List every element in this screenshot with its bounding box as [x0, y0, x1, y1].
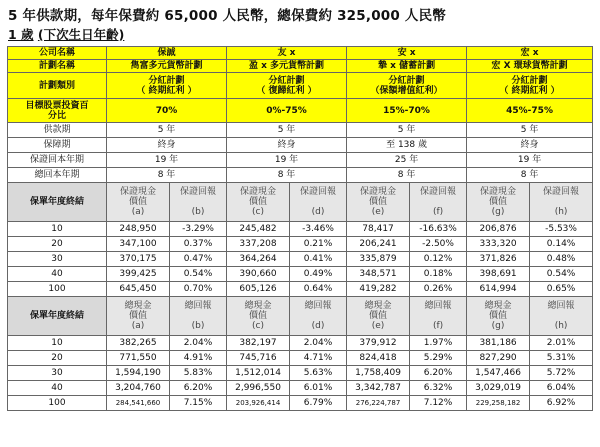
header-line1: 保證回報 — [180, 187, 217, 197]
total-row — [8, 381, 593, 396]
total-cash-value: 203,926,414 — [227, 396, 290, 411]
guaranteed-cash-value: 337,208 — [227, 237, 290, 252]
header-line1: 保證現金 — [119, 187, 156, 197]
column-letter: (f) — [432, 207, 444, 217]
info-value: 至 138 歲 — [347, 138, 467, 153]
total-cash-value: 382,265 — [107, 336, 170, 351]
guaranteed-return-rate: -2.50% — [410, 237, 467, 252]
plan-label: 計劃名稱 — [8, 60, 107, 73]
subtitle-note: (下次生日年齡) — [37, 27, 125, 42]
plan-type-line1: 分紅計劃 — [511, 75, 548, 86]
plan-type-row — [8, 73, 593, 99]
column-letter: (b) — [191, 321, 205, 331]
plan-name: 雋富多元貨幣計劃 — [107, 60, 227, 73]
total-return-rate: 7.15% — [170, 396, 227, 411]
company-name: 安 x — [347, 47, 467, 60]
guaranteed-values-body — [8, 222, 593, 297]
total-cash-value: 284,541,660 — [107, 396, 170, 411]
guaranteed-cash-value: 398,691 — [467, 267, 530, 282]
total-return-rate: 6.32% — [410, 381, 467, 396]
page-title: 5 年供款期，每年保費約 65,000 人民幣，總保費約 325,000 人民幣 — [8, 8, 446, 24]
column-letter: (g) — [491, 321, 505, 331]
info-row-guaranteed-breakeven — [8, 153, 593, 168]
stock-allocation: 15%-70% — [347, 99, 467, 123]
header-line1: 總現金 — [124, 301, 152, 311]
page-subtitle — [8, 25, 124, 43]
plan-type-line2: （ 復歸紅利 ） — [256, 85, 317, 96]
guaranteed-cash-value: 335,879 — [347, 252, 410, 267]
company-name: 友 x — [227, 47, 347, 60]
guaranteed-return-rate: 0.48% — [530, 252, 593, 267]
total-return-header — [290, 297, 347, 336]
total-return-rate: 1.97% — [410, 336, 467, 351]
total-return-header — [530, 297, 593, 336]
total-return-rate: 5.29% — [410, 351, 467, 366]
total-return-rate: 6.20% — [170, 381, 227, 396]
total-cash-value: 1,512,014 — [227, 366, 290, 381]
guaranteed-row — [8, 282, 593, 297]
guaranteed-return-rate: 0.54% — [170, 267, 227, 282]
header-line1: 總回報 — [547, 301, 575, 311]
header-line1: 保證現金 — [480, 187, 517, 197]
header-line1: 總現金 — [484, 301, 512, 311]
guaranteed-return-rate: 0.18% — [410, 267, 467, 282]
guaranteed-cash-value: 206,241 — [347, 237, 410, 252]
header-line1: 保證回報 — [300, 187, 337, 197]
column-letter: (d) — [311, 321, 325, 331]
plan-type — [227, 73, 347, 99]
info-value: 19 年 — [467, 153, 593, 168]
guaranteed-return-rate: 0.41% — [290, 252, 347, 267]
policy-year: 40 — [8, 381, 107, 396]
guaranteed-cash-value: 419,282 — [347, 282, 410, 297]
info-value: 5 年 — [467, 123, 593, 138]
info-row-premium-term — [8, 123, 593, 138]
header-line1: 保證現金 — [240, 187, 277, 197]
column-letter: (h) — [554, 207, 568, 217]
guaranteed-cash-value: 78,417 — [347, 222, 410, 237]
stock-allocation: 70% — [107, 99, 227, 123]
policy-year: 20 — [8, 351, 107, 366]
guaranteed-cash-value: 371,826 — [467, 252, 530, 267]
guaranteed-return-rate: 0.12% — [410, 252, 467, 267]
plan-name: 宏 X 環球貨幣計劃 — [467, 60, 593, 73]
column-letter: (a) — [131, 207, 145, 217]
guaranteed-return-header — [530, 183, 593, 222]
total-return-rate: 6.79% — [290, 396, 347, 411]
column-letter: (f) — [432, 321, 444, 331]
guaranteed-return-rate: 0.47% — [170, 252, 227, 267]
guaranteed-cash-value: 605,126 — [227, 282, 290, 297]
guaranteed-return-header — [410, 183, 467, 222]
total-cash-value: 3,204,760 — [107, 381, 170, 396]
company-name: 保誠 — [107, 47, 227, 60]
guaranteed-cash-header — [107, 183, 170, 222]
guaranteed-cash-value: 348,571 — [347, 267, 410, 282]
policy-year: 100 — [8, 396, 107, 411]
guaranteed-cash-value: 206,876 — [467, 222, 530, 237]
total-row-label: 保單年度終結 — [8, 297, 107, 336]
info-value: 19 年 — [227, 153, 347, 168]
info-value: 5 年 — [347, 123, 467, 138]
total-cash-value: 382,197 — [227, 336, 290, 351]
column-letter: (e) — [371, 207, 385, 217]
plan-type-line2: （ 終期紅利 ） — [136, 85, 197, 96]
guaranteed-return-rate: 0.37% — [170, 237, 227, 252]
guaranteed-cash-value: 364,264 — [227, 252, 290, 267]
guaranteed-row-label: 保單年度終結 — [8, 183, 107, 222]
guaranteed-cash-value: 347,100 — [107, 237, 170, 252]
info-value: 終身 — [107, 138, 227, 153]
header-line2: 價值 — [249, 311, 268, 321]
info-label: 保障期 — [8, 138, 107, 153]
total-return-rate: 5.31% — [530, 351, 593, 366]
guaranteed-cash-value: 245,482 — [227, 222, 290, 237]
header-line1: 總回報 — [424, 301, 452, 311]
info-value: 8 年 — [467, 168, 593, 183]
info-value: 25 年 — [347, 153, 467, 168]
total-row — [8, 366, 593, 381]
info-value: 19 年 — [107, 153, 227, 168]
header-line2: 價值 — [369, 197, 388, 207]
guaranteed-return-rate: 0.70% — [170, 282, 227, 297]
stock-allocation: 45%-75% — [467, 99, 593, 123]
guaranteed-return-rate: -3.29% — [170, 222, 227, 237]
stock-label-line1: 目標股票投資百 — [25, 100, 89, 111]
subtitle-age: 1 歲 — [8, 27, 34, 42]
total-values-body — [8, 336, 593, 411]
header-line1: 保證回報 — [543, 187, 580, 197]
total-return-rate: 5.63% — [290, 366, 347, 381]
info-value: 5 年 — [107, 123, 227, 138]
info-value: 8 年 — [227, 168, 347, 183]
plan-type — [467, 73, 593, 99]
total-cash-header — [467, 297, 530, 336]
company-label: 公司名稱 — [8, 47, 107, 60]
header-line1: 總現金 — [244, 301, 272, 311]
guaranteed-return-rate: -5.53% — [530, 222, 593, 237]
header-line2: 價值 — [369, 311, 388, 321]
total-return-rate: 2.04% — [170, 336, 227, 351]
total-return-rate: 6.92% — [530, 396, 593, 411]
policy-year: 10 — [8, 222, 107, 237]
guaranteed-return-rate: 0.64% — [290, 282, 347, 297]
info-value: 終身 — [467, 138, 593, 153]
guaranteed-cash-value: 645,450 — [107, 282, 170, 297]
company-name: 宏 x — [467, 47, 593, 60]
total-cash-value: 3,029,019 — [467, 381, 530, 396]
column-letter: (c) — [252, 321, 264, 331]
total-cash-value: 2,996,550 — [227, 381, 290, 396]
column-letter: (g) — [491, 207, 505, 217]
total-header-row — [8, 297, 593, 336]
header-line1: 保證回報 — [420, 187, 457, 197]
header-line2: 價值 — [249, 197, 268, 207]
stock-allocation-row — [8, 99, 593, 123]
guaranteed-return-rate: 0.54% — [530, 267, 593, 282]
info-value: 8 年 — [347, 168, 467, 183]
column-letter: (b) — [191, 207, 205, 217]
policy-year: 20 — [8, 237, 107, 252]
policy-year: 40 — [8, 267, 107, 282]
stock-label-line2: 分比 — [47, 110, 66, 121]
total-return-rate: 6.20% — [410, 366, 467, 381]
guaranteed-return-rate: 0.49% — [290, 267, 347, 282]
total-cash-value: 3,342,787 — [347, 381, 410, 396]
policy-year: 30 — [8, 252, 107, 267]
plan-type-line1: 分紅計劃 — [148, 75, 185, 86]
header-line1: 總現金 — [364, 301, 392, 311]
total-return-rate: 5.72% — [530, 366, 593, 381]
column-letter: (c) — [252, 207, 264, 217]
plan-row — [8, 60, 593, 73]
plan-type — [107, 73, 227, 99]
plan-name: 摯 x 儲蓄計劃 — [347, 60, 467, 73]
header-line1: 總回報 — [184, 301, 212, 311]
guaranteed-header-row — [8, 183, 593, 222]
guaranteed-row — [8, 222, 593, 237]
header-line2: 價值 — [128, 311, 147, 321]
plan-name: 盈 x 多元貨幣計劃 — [227, 60, 347, 73]
column-letter: (a) — [131, 321, 145, 331]
plan-type-line1: 分紅計劃 — [388, 75, 425, 86]
guaranteed-row — [8, 252, 593, 267]
total-return-rate: 2.01% — [530, 336, 593, 351]
total-row — [8, 336, 593, 351]
total-row — [8, 351, 593, 366]
guaranteed-cash-header — [347, 183, 410, 222]
guaranteed-return-header — [290, 183, 347, 222]
total-cash-value: 1,594,190 — [107, 366, 170, 381]
policy-year: 100 — [8, 282, 107, 297]
guaranteed-row — [8, 267, 593, 282]
total-cash-value: 379,912 — [347, 336, 410, 351]
info-value: 8 年 — [107, 168, 227, 183]
guaranteed-row — [8, 237, 593, 252]
total-return-rate: 2.04% — [290, 336, 347, 351]
info-value: 5 年 — [227, 123, 347, 138]
guaranteed-cash-value: 370,175 — [107, 252, 170, 267]
column-letter: (d) — [311, 207, 325, 217]
stock-allocation: 0%-75% — [227, 99, 347, 123]
total-return-header — [410, 297, 467, 336]
total-cash-value: 824,418 — [347, 351, 410, 366]
plan-type-line1: 分紅計劃 — [268, 75, 305, 86]
guaranteed-return-header — [170, 183, 227, 222]
header-line1: 總回報 — [304, 301, 332, 311]
stock-allocation-label — [8, 99, 107, 123]
total-cash-value: 745,716 — [227, 351, 290, 366]
info-label: 總回本年期 — [8, 168, 107, 183]
total-cash-value: 1,547,466 — [467, 366, 530, 381]
total-return-rate: 6.04% — [530, 381, 593, 396]
guaranteed-return-rate: 0.26% — [410, 282, 467, 297]
header-line2: 價值 — [489, 197, 508, 207]
guaranteed-cash-value: 248,950 — [107, 222, 170, 237]
total-return-rate: 4.91% — [170, 351, 227, 366]
guaranteed-return-rate: -16.63% — [410, 222, 467, 237]
total-cash-value: 771,550 — [107, 351, 170, 366]
total-return-rate: 4.71% — [290, 351, 347, 366]
guaranteed-return-rate: 0.65% — [530, 282, 593, 297]
total-cash-value: 229,258,182 — [467, 396, 530, 411]
guaranteed-return-rate: -3.46% — [290, 222, 347, 237]
guaranteed-return-rate: 0.14% — [530, 237, 593, 252]
total-return-header — [170, 297, 227, 336]
guaranteed-cash-value: 614,994 — [467, 282, 530, 297]
guaranteed-return-rate: 0.21% — [290, 237, 347, 252]
total-cash-value: 381,186 — [467, 336, 530, 351]
total-cash-header — [227, 297, 290, 336]
info-label: 供款期 — [8, 123, 107, 138]
info-value: 終身 — [227, 138, 347, 153]
plan-type-line2: （保額增值紅利） — [370, 85, 443, 96]
info-row-total-breakeven — [8, 168, 593, 183]
column-letter: (h) — [554, 321, 568, 331]
total-row — [8, 396, 593, 411]
plan-type-line2: （ 終期紅利 ） — [499, 85, 560, 96]
total-cash-header — [347, 297, 410, 336]
policy-year: 10 — [8, 336, 107, 351]
plan-type-label: 計劃類別 — [8, 73, 107, 99]
header-line1: 保證現金 — [360, 187, 397, 197]
info-row-coverage — [8, 138, 593, 153]
total-cash-value: 827,290 — [467, 351, 530, 366]
company-row — [8, 47, 593, 60]
header-line2: 價值 — [489, 311, 508, 321]
plan-type — [347, 73, 467, 99]
total-cash-header — [107, 297, 170, 336]
total-return-rate: 6.01% — [290, 381, 347, 396]
total-cash-value: 276,224,787 — [347, 396, 410, 411]
header-line2: 價值 — [128, 197, 147, 207]
comparison-table — [7, 46, 593, 411]
guaranteed-cash-header — [227, 183, 290, 222]
column-letter: (e) — [371, 321, 385, 331]
total-cash-value: 1,758,409 — [347, 366, 410, 381]
guaranteed-cash-value: 399,425 — [107, 267, 170, 282]
guaranteed-cash-header — [467, 183, 530, 222]
info-label: 保證回本年期 — [8, 153, 107, 168]
total-return-rate: 5.83% — [170, 366, 227, 381]
policy-year: 30 — [8, 366, 107, 381]
guaranteed-cash-value: 390,660 — [227, 267, 290, 282]
total-return-rate: 7.12% — [410, 396, 467, 411]
guaranteed-cash-value: 333,320 — [467, 237, 530, 252]
